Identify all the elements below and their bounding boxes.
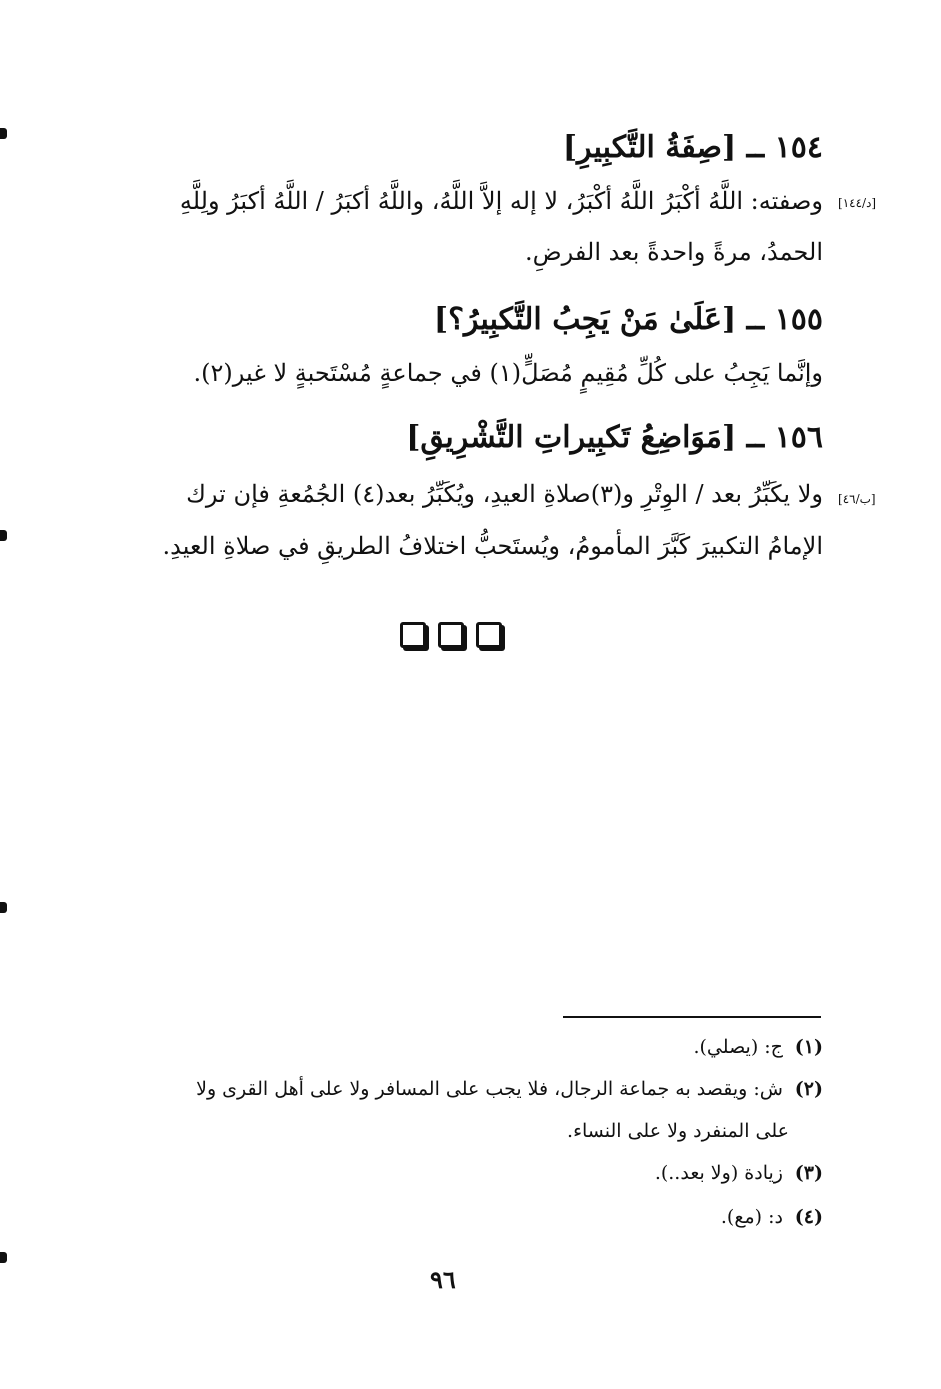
body-line: وصفته: اللَّهُ أكْبَرُ اللَّهُ أكْبَرُ، لا إله إلاَّ اللَّهُ، واللَّهُ أكبَرُ / اللَّهُ أكبَرُ ولِلَّهِ — [179, 187, 823, 215]
footnote-number: (١) — [794, 1036, 823, 1058]
ornament-box — [438, 622, 464, 648]
body-line: الحمدُ، مرةً واحدةً بعد الفرضِ. — [524, 238, 823, 266]
scan-edge-mark — [0, 1252, 7, 1263]
footnote-text: د: (مع). — [720, 1206, 783, 1228]
page-number: ٩٦ — [430, 1265, 456, 1294]
body-line: الإمامُ التكبيرَ كَبَّرَ المأمومُ، ويُستَحبُّ اختلافُ الطريقِ في صلاةِ العيدِ. — [162, 532, 823, 560]
section-end-ornament — [400, 622, 502, 648]
footnote-text: ج: (يصلي). — [693, 1036, 783, 1058]
margin-reference: [د/١٤٤] — [838, 196, 877, 210]
body-line: ولا يكَبِّرُ بعد / الوِتْرِ و(٣)صلاةِ العيدِ، ويُكَبِّرُ بعد(٤) الجُمُعةِ فإن ترك — [186, 480, 823, 508]
footnote-text: ش: ويقصد به جماعة الرجال، فلا يجب على المسافر ولا على أهل القرى ولا — [196, 1078, 783, 1100]
scan-edge-mark — [0, 530, 7, 541]
scan-edge-mark — [0, 902, 7, 913]
ornament-box — [400, 622, 426, 648]
footnote-number: (٣) — [794, 1162, 823, 1184]
footnote-number: (٢) — [794, 1078, 823, 1100]
footnote-separator — [563, 1016, 821, 1018]
footnote-text: زيادة (ولا بعد..). — [654, 1162, 783, 1184]
footnote-2 — [196, 1078, 823, 1100]
section-heading-156: ١٥٦ ــ [مَوَاضِعُ تَكبِيراتِ التَّشْرِيقِ] — [406, 420, 823, 455]
footnote-4 — [721, 1206, 823, 1228]
footnote-2-continuation — [567, 1120, 789, 1142]
body-line: وإنَّما يَجِبُ على كُلِّ مُقِيمٍ مُصَلٍّ(١) في جماعةٍ مُسْتَحبةٍ لا غير(٢). — [193, 359, 823, 387]
margin-reference: [ب/٤٦] — [838, 492, 876, 506]
ornament-box — [476, 622, 502, 648]
section-heading-155: ١٥٥ ــ [عَلَىٰ مَنْ يَجِبُ التَّكبِيرُ؟] — [433, 302, 823, 337]
section-heading-154: ١٥٤ ــ [صِفَةُ التَّكبِيرِ] — [562, 130, 823, 165]
footnote-number: (٤) — [794, 1206, 823, 1228]
footnote-1 — [693, 1036, 823, 1058]
footnote-3 — [655, 1162, 823, 1184]
footnote-text: على المنفرد ولا على النساء. — [567, 1120, 789, 1142]
scan-edge-mark — [0, 128, 7, 139]
